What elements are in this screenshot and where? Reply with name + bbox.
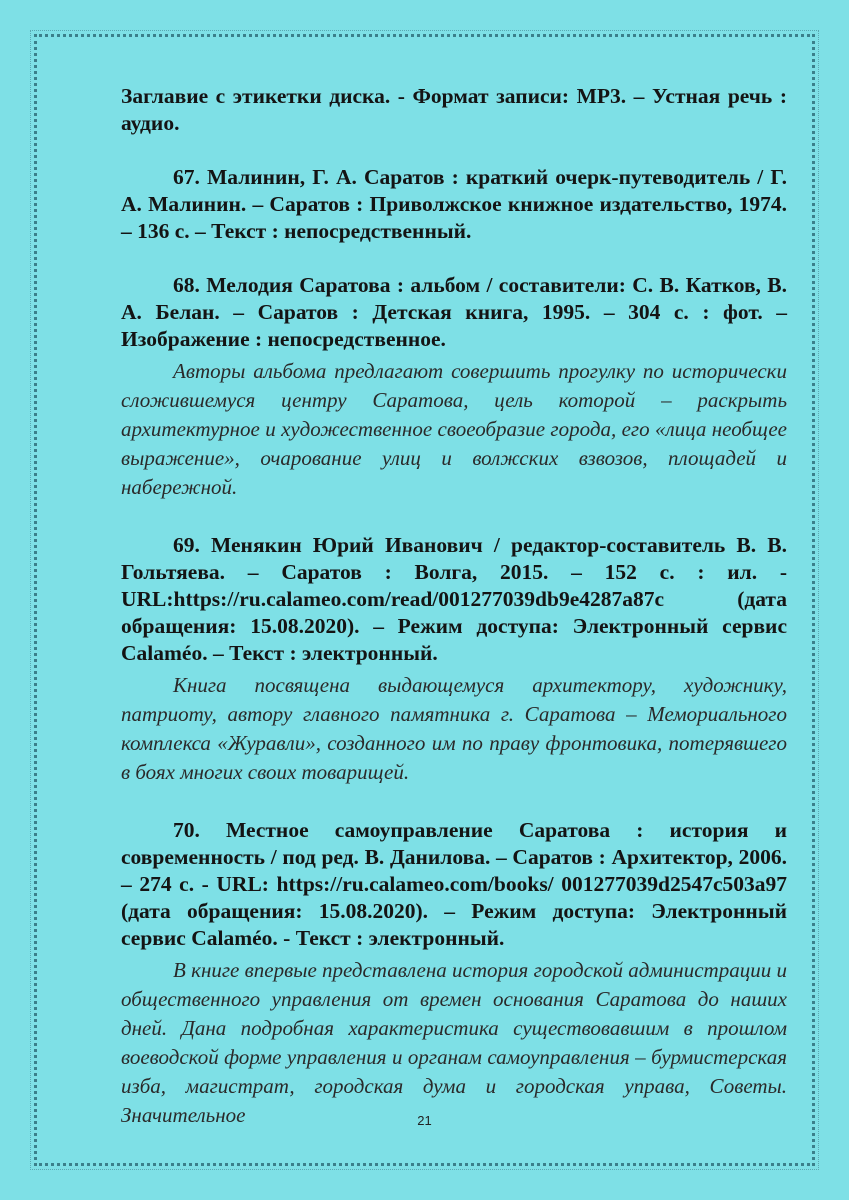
entry-citation: 67. Малинин, Г. А. Саратов : краткий очерк-путеводитель / Г. А. Малинин. – Саратов : Приволжское книжное издательство, 1974. – 136 с. – Текст : непосредственный.	[121, 165, 787, 243]
bibliography-entry-69	[121, 532, 787, 787]
entry-citation: 69. Менякин Юрий Иванович / редактор-составитель В. В. Гольтяева. – Саратов : Волга, 2015. – 152 с. : ил. - URL:https://ru.calameo.com/read/001277039db9e4287a87c (дата обращения: 15.08.2020). – Режим доступа: Электронный сервис Calaméo. – Текст : электронный.	[121, 533, 787, 665]
page-content	[121, 83, 787, 1130]
entry-citation: 68. Мелодия Саратова : альбом / составители: С. В. Катков, В. А. Белан. – Саратов : Детская книга, 1995. – 304 с. : фот. – Изображение : непосредственное.	[121, 273, 787, 351]
entry-annotation: Книга посвящена выдающемуся архитектору, художнику, патриоту, автору главного памятника г. Саратова – Мемориального комплекса «Журавли», созданного им по праву фронтовика, потерявшего в боях многих своих товарищей.	[121, 673, 787, 784]
intro-text: Заглавие с этикетки диска. - Формат записи: MP3. – Устная речь : аудио.	[121, 84, 787, 135]
entry-citation: 70. Местное самоуправление Саратова : история и современность / под ред. В. Данилова. – Саратов : Архитектор, 2006. – 274 с. - URL: https://ru.calameo.com/books/ 001277039d2547c503a97 (дата обращения: 15.08.2020). – Режим доступа: Электронный сервис Calaméo. - Текст : электронный.	[121, 818, 787, 950]
entry-annotation: В книге впервые представлена история городской администрации и общественного управления от времен основания Саратова до наших дней. Дана подробная характеристика существовавшим в прошлом воеводской форме управления и органам самоуправления – бурмистерская изба, магистрат, городская дума и городская управа, Советы. Значительное	[121, 958, 787, 1127]
bibliography-entry-67	[121, 164, 787, 245]
bibliography-entry-68	[121, 272, 787, 502]
page-number: 21	[417, 1113, 432, 1128]
bibliography-entry-70	[121, 817, 787, 1130]
entry-annotation: Авторы альбома предлагают совершить прогулку по исторически сложившемуся центру Саратова, цель которой – раскрыть архитектурное и художественное своеобразие города, его «лица необщее выражение», очарование улиц и волжских взвозов, площадей и набережной.	[121, 359, 787, 499]
